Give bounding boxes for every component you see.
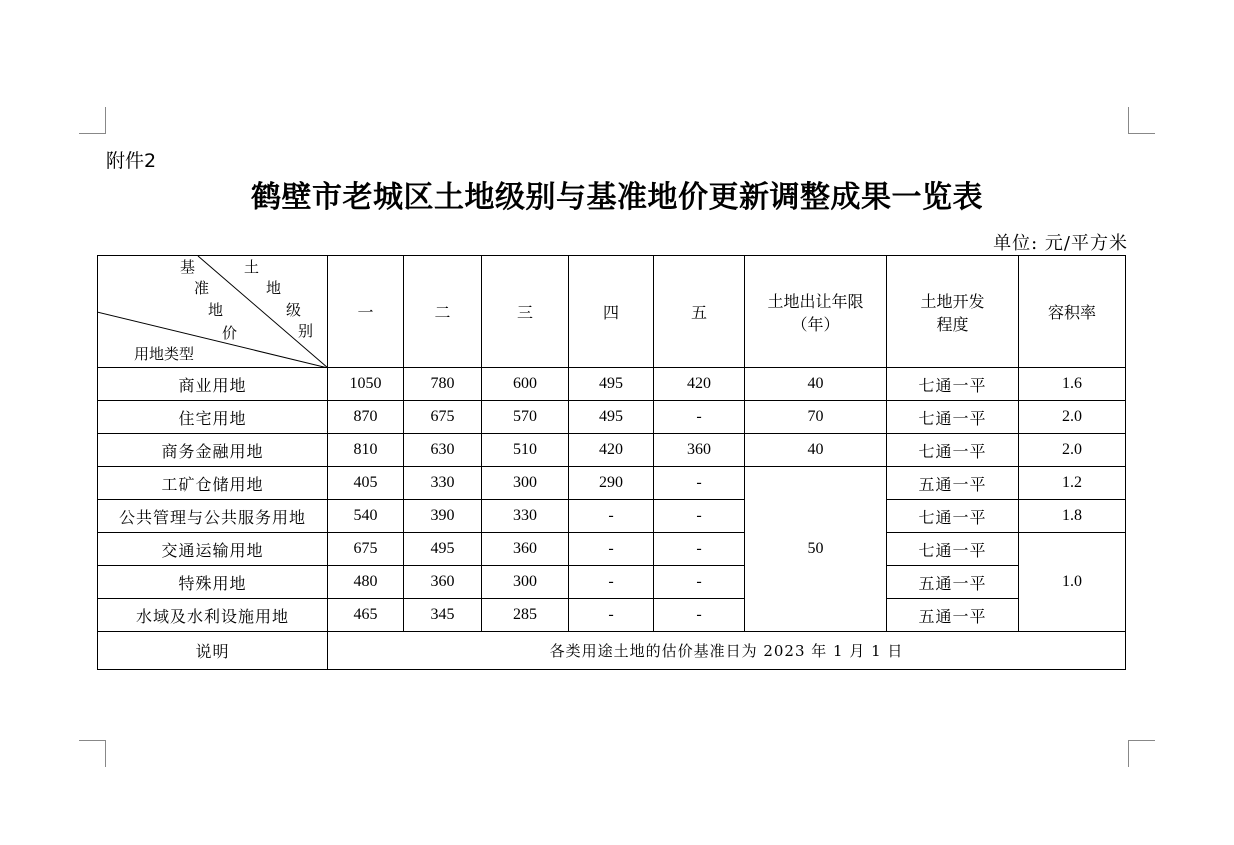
land-type: 特殊用地 — [98, 566, 328, 599]
diag-top-char: 基 — [180, 258, 196, 276]
diag-level-char: 别 — [298, 322, 314, 340]
price-cell: 285 — [482, 599, 569, 632]
diag-bottom-label: 用地类型 — [134, 345, 195, 363]
price-cell: - — [654, 599, 745, 632]
table-row — [98, 467, 1126, 500]
far-cell-merged: 1.0 — [1019, 533, 1126, 632]
price-cell: 290 — [569, 467, 654, 500]
price-cell: - — [654, 401, 745, 434]
diag-top-char: 价 — [222, 324, 238, 342]
term-cell: 70 — [745, 401, 887, 434]
dev-cell: 五通一平 — [887, 599, 1019, 632]
price-cell: - — [654, 533, 745, 566]
table-row — [98, 533, 1126, 566]
dev-header — [887, 256, 1019, 368]
dev-cell: 五通一平 — [887, 467, 1019, 500]
land-type: 工矿仓储用地 — [98, 467, 328, 500]
price-cell: 510 — [482, 434, 569, 467]
price-cell: 420 — [569, 434, 654, 467]
crop-mark-top-left — [79, 107, 106, 134]
table-row — [98, 500, 1126, 533]
price-cell: 420 — [654, 368, 745, 401]
price-cell: 465 — [328, 599, 404, 632]
price-cell: 495 — [569, 401, 654, 434]
dev-header-line2: 程度 — [936, 314, 969, 334]
price-cell: - — [654, 467, 745, 500]
diagonal-header-cell — [98, 256, 328, 368]
far-cell: 1.6 — [1019, 368, 1126, 401]
diag-level-char: 地 — [266, 279, 282, 297]
diag-level-char: 级 — [286, 301, 302, 319]
note-label: 说明 — [98, 632, 328, 670]
price-cell: - — [569, 566, 654, 599]
price-cell: 300 — [482, 566, 569, 599]
price-cell: 360 — [654, 434, 745, 467]
land-type: 商务金融用地 — [98, 434, 328, 467]
price-cell: 345 — [404, 599, 482, 632]
price-cell: 300 — [482, 467, 569, 500]
header-row — [98, 256, 1126, 368]
price-cell: 480 — [328, 566, 404, 599]
price-cell: 570 — [482, 401, 569, 434]
land-type: 水域及水利设施用地 — [98, 599, 328, 632]
far-cell: 2.0 — [1019, 434, 1126, 467]
price-cell: 540 — [328, 500, 404, 533]
land-type: 商业用地 — [98, 368, 328, 401]
price-cell: 675 — [404, 401, 482, 434]
price-cell: 675 — [328, 533, 404, 566]
term-header-line2: （年） — [791, 314, 840, 334]
dev-cell: 七通一平 — [887, 434, 1019, 467]
price-cell: - — [569, 533, 654, 566]
land-price-table — [97, 255, 1126, 670]
far-cell: 2.0 — [1019, 401, 1126, 434]
table-row — [98, 368, 1126, 401]
far-cell: 1.2 — [1019, 467, 1126, 500]
far-cell: 1.8 — [1019, 500, 1126, 533]
diag-level-char: 土 — [244, 258, 260, 276]
term-cell-merged: 50 — [745, 467, 887, 632]
dev-cell: 七通一平 — [887, 500, 1019, 533]
price-cell: 630 — [404, 434, 482, 467]
far-header: 容积率 — [1019, 256, 1126, 368]
price-cell: 780 — [404, 368, 482, 401]
table-row — [98, 401, 1126, 434]
level-header: 三 — [482, 256, 569, 368]
diag-top-char: 准 — [194, 279, 210, 297]
term-cell: 40 — [745, 434, 887, 467]
price-cell: 390 — [404, 500, 482, 533]
price-cell: 600 — [482, 368, 569, 401]
table-row — [98, 599, 1126, 632]
price-cell: 810 — [328, 434, 404, 467]
dev-cell: 五通一平 — [887, 566, 1019, 599]
price-cell: - — [654, 500, 745, 533]
price-cell: 1050 — [328, 368, 404, 401]
term-header-line1: 土地出让年限 — [767, 291, 864, 311]
document-title: 鹤壁市老城区土地级别与基准地价更新调整成果一览表 — [251, 180, 983, 215]
land-type: 住宅用地 — [98, 401, 328, 434]
price-cell: 330 — [404, 467, 482, 500]
price-cell: 360 — [404, 566, 482, 599]
price-cell: 360 — [482, 533, 569, 566]
level-header: 一 — [328, 256, 404, 368]
term-cell: 40 — [745, 368, 887, 401]
price-cell: - — [569, 599, 654, 632]
dev-cell: 七通一平 — [887, 368, 1019, 401]
crop-mark-top-right — [1128, 107, 1155, 134]
level-header: 四 — [569, 256, 654, 368]
crop-mark-bottom-right — [1128, 740, 1155, 767]
dev-cell: 七通一平 — [887, 401, 1019, 434]
attachment-label: 附件2 — [106, 150, 157, 172]
dev-cell: 七通一平 — [887, 533, 1019, 566]
land-type: 交通运输用地 — [98, 533, 328, 566]
table-row — [98, 566, 1126, 599]
price-cell: 495 — [569, 368, 654, 401]
price-cell: - — [569, 500, 654, 533]
price-cell: 495 — [404, 533, 482, 566]
note-row — [98, 632, 1126, 670]
price-cell: 405 — [328, 467, 404, 500]
price-cell: - — [654, 566, 745, 599]
price-cell: 330 — [482, 500, 569, 533]
dev-header-line1: 土地开发 — [920, 291, 985, 311]
term-header — [745, 256, 887, 368]
price-cell: 870 — [328, 401, 404, 434]
crop-mark-bottom-left — [79, 740, 106, 767]
level-header: 二 — [404, 256, 482, 368]
unit-label: 单位: 元/平方米 — [993, 233, 1128, 254]
level-header: 五 — [654, 256, 745, 368]
land-type: 公共管理与公共服务用地 — [98, 500, 328, 533]
diag-top-char: 地 — [208, 301, 224, 319]
table-row — [98, 434, 1126, 467]
note-text: 各类用途土地的估价基准日为 2023 年 1 月 1 日 — [328, 632, 1126, 670]
